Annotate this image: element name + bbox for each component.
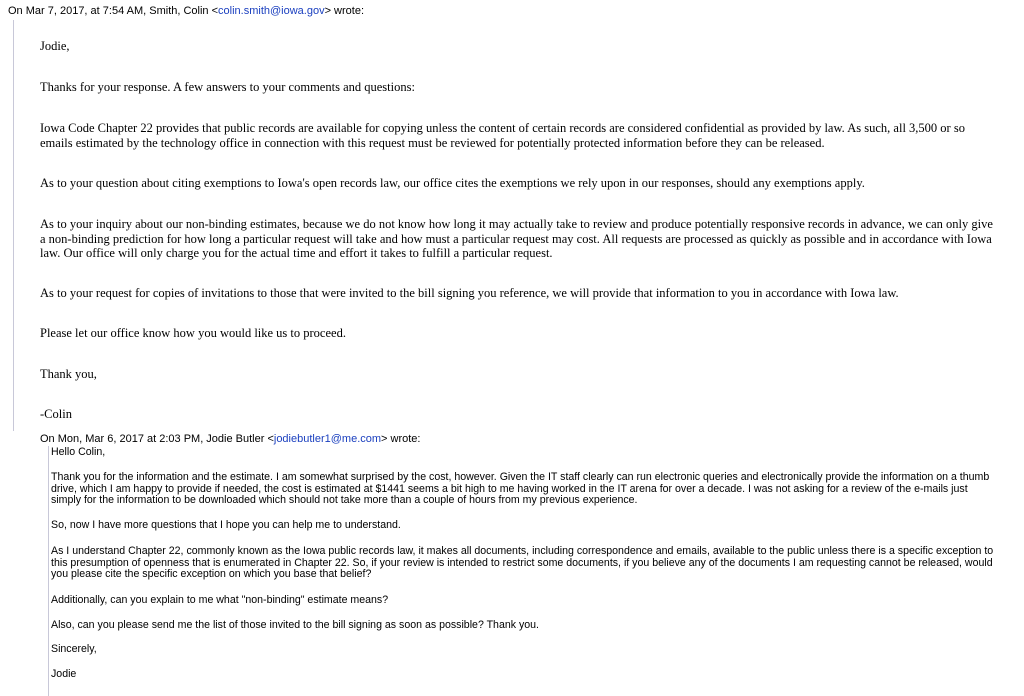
- original-sender-email-link[interactable]: jodiebutler1@me.com: [273, 433, 382, 445]
- original-header-suffix: > wrote:: [381, 433, 421, 445]
- original-paragraph: Additionally, can you explain to me what "non-binding" estimate means?: [51, 594, 389, 606]
- original-signature: Jodie: [51, 668, 77, 680]
- original-paragraph: So, now I have more questions that I hope you can help me to understand.: [51, 519, 401, 531]
- reply-header-suffix: > wrote:: [324, 5, 365, 17]
- reply-header-prefix: On Mar 7, 2017, at 7:54 AM, Smith, Colin <: [8, 5, 219, 17]
- reply-paragraph: As to your question about citing exemptions to Iowa's open records law, our office cites the exemptions we rely upon in our responses, should any exemptions apply.: [40, 176, 865, 190]
- original-closing: Sincerely,: [51, 643, 97, 655]
- original-paragraph: Also, can you please send me the list of those invited to the bill signing as soon as possible? Thank you.: [51, 619, 540, 631]
- sender-email-link[interactable]: colin.smith@iowa.gov: [218, 5, 325, 17]
- original-header-prefix: On Mon, Mar 6, 2017 at 2:03 PM, Jodie Butler <: [40, 433, 274, 445]
- original-header: [40, 433, 420, 446]
- reply-paragraph: Iowa Code Chapter 22 provides that public records are available for copying unless the content of certain records are considered confidential as provided by law. As such, all 3,500 or so emails estimated by the technology office in connection with this request must be reviewed for potentially protected information before they can be released.: [40, 121, 965, 150]
- reply-header: [8, 5, 364, 18]
- reply-closing: Thank you,: [40, 367, 97, 381]
- reply-signature: -Colin: [40, 407, 72, 421]
- reply-greeting: Jodie,: [40, 39, 70, 53]
- reply-paragraph: Please let our office know how you would like us to proceed.: [40, 326, 346, 340]
- original-paragraph: Thank you for the information and the estimate. I am somewhat surprised by the cost, however. Given the IT staff clearly can run electronic queries and electronically provide the information on a thumb drive, which I am happy to provide if needed, the cost is estimated at $1441 seems a bit high to me having worked in the IT arena for over a decade. I was not asking for a review of the e-mails just simply for the information to be downloaded which should not take more than a couple of hours from my previous experience.: [51, 471, 990, 506]
- original-paragraph: As I understand Chapter 22, commonly known as the Iowa public records law, it makes all documents, including correspondence and emails, available to the public unless there is a specific exception to this presumption of openness that is enumerated in Chapter 22. So, if your review is intended to restrict some documents, if you believe any of the documents I am requesting cannot be released, would you please cite the specific exception on which you base that belief?: [51, 545, 994, 580]
- reply-paragraph: As to your request for copies of invitations to those that were invited to the bill signing you reference, we will provide that information to you in accordance with Iowa law.: [40, 286, 899, 300]
- original-greeting: Hello Colin,: [51, 446, 106, 458]
- reply-paragraph: As to your inquiry about our non-binding estimates, because we do not know how long it may actually take to review and produce potentially responsive records in advance, we can only give a non-binding prediction for how long a particular request will take and how must a particular request may cost. All requests are processed as quickly as possible and in accordance with Iowa law. Our office will only charge you for the actual time and effort it takes to fulfill a particular request.: [40, 217, 993, 260]
- reply-paragraph: Thanks for your response. A few answers to your comments and questions:: [40, 80, 415, 94]
